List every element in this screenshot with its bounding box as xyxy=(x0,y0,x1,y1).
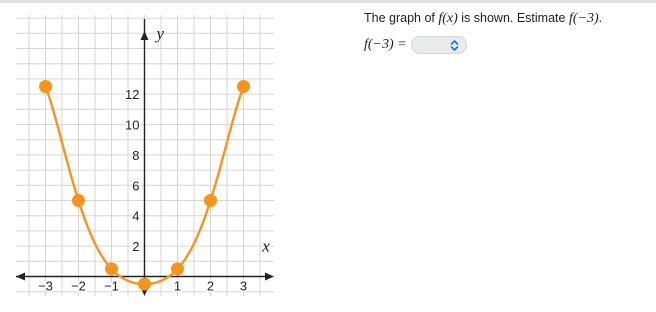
data-point xyxy=(105,262,118,275)
prompt-mid: is shown. Estimate xyxy=(457,11,569,25)
function-graph xyxy=(0,0,290,312)
x-axis-arrow-left xyxy=(16,273,25,281)
x-tick-label: 2 xyxy=(206,278,215,294)
data-point xyxy=(72,194,85,207)
answer-label: f(−3) = xyxy=(364,37,407,52)
data-point xyxy=(171,262,184,275)
y-tick-label: 10 xyxy=(125,117,140,133)
prompt-prefix: The graph of xyxy=(364,11,439,25)
y-tick-label: 4 xyxy=(132,208,140,224)
x-axis-arrow-right xyxy=(265,273,274,281)
x-tick-label: 3 xyxy=(239,278,248,294)
answer-dropdown[interactable] xyxy=(411,36,467,54)
x-tick-label: −1 xyxy=(104,278,119,294)
x-axis-label: x xyxy=(262,236,270,256)
prompt-suffix: . xyxy=(598,11,603,25)
prompt-fx: f(x) xyxy=(438,11,458,26)
y-tick-label: 2 xyxy=(132,239,140,255)
data-point xyxy=(138,278,151,291)
y-tick-label: 8 xyxy=(132,147,140,163)
x-tick-label: 1 xyxy=(173,278,182,294)
x-tick-label: −3 xyxy=(38,278,53,294)
y-tick-label: 12 xyxy=(125,87,140,103)
y-tick-label: 6 xyxy=(132,178,140,194)
up-down-chevron-icon xyxy=(450,39,459,52)
question-prompt xyxy=(364,11,602,27)
y-axis-arrow-up xyxy=(141,31,149,40)
data-point xyxy=(204,194,217,207)
prompt-f-at: f(−3) xyxy=(568,11,599,26)
data-point xyxy=(39,80,52,93)
answer-row xyxy=(364,35,467,55)
y-axis-label: y xyxy=(156,24,165,43)
data-point xyxy=(237,80,250,93)
x-tick-label: −2 xyxy=(71,278,86,294)
